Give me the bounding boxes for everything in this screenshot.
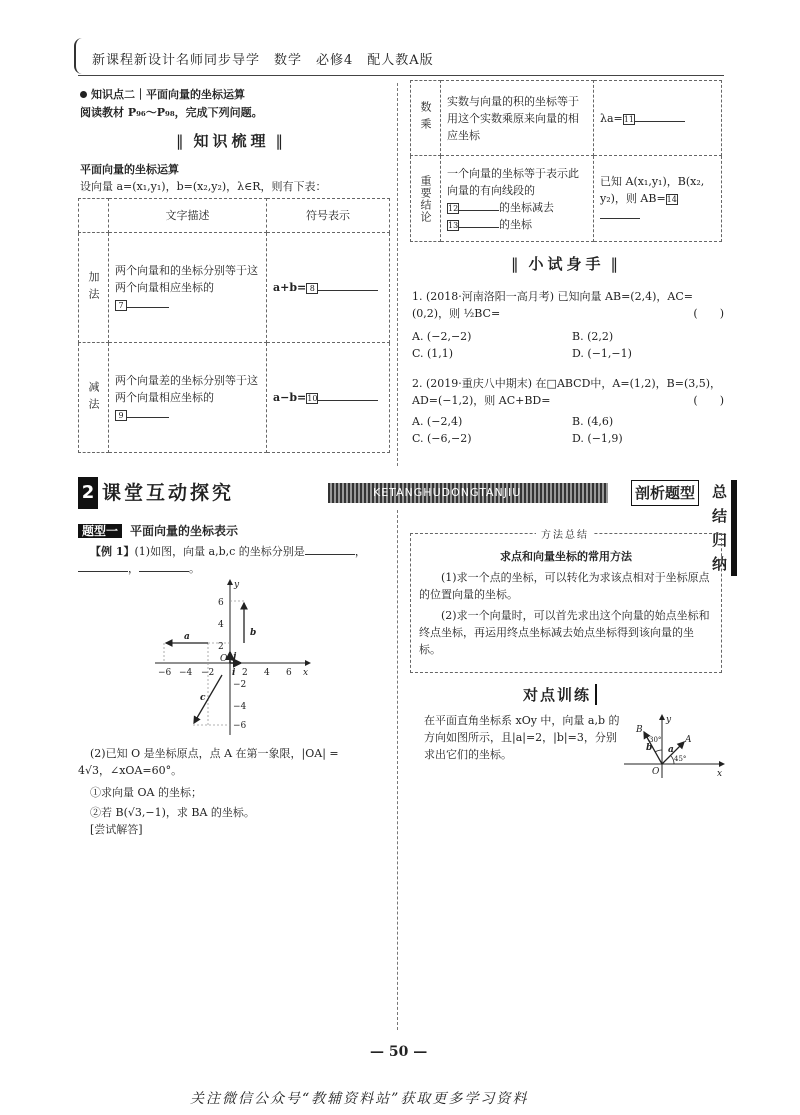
q1-stem-a: 1. (2018·河南洛阳一高月考) 已知向量 AB=(2,4)，AC= [412, 290, 693, 303]
running-header: 新课程新设计名师同步导学 数学 必修4 配人教A版 [92, 53, 434, 68]
a-label: a [668, 745, 674, 755]
j-label: j [233, 652, 237, 662]
row-symbol-conclusion [594, 156, 722, 242]
blank-number: 8 [306, 283, 318, 294]
blank-number: 12 [448, 203, 459, 213]
fill-blank [78, 571, 128, 572]
symbol-text: λa= [600, 111, 623, 125]
example-part-1: 【例 1】(1)如图，向量 a,b,c 的坐标分别是 ， ， 。 [90, 543, 390, 577]
row-name-scalar: 数乘 [411, 81, 441, 156]
symbol-text: a−b= [273, 391, 307, 404]
operations-table [78, 198, 390, 453]
example-part-2 [78, 745, 390, 838]
ytick: −4 [233, 702, 247, 712]
subsection-title: 平面向量的坐标运算 [80, 163, 179, 176]
banner-tag-analysis: 剖析题型 [631, 480, 699, 506]
ytick: 2 [218, 642, 224, 652]
blank-number: 13 [448, 220, 459, 230]
q2-option: A. (−2,4) [412, 415, 463, 428]
quiz-question-1 [412, 288, 724, 362]
question-type-title: 平面向量的坐标表示 [130, 524, 239, 538]
row-desc-scalar: 实数与向量的积的坐标等于用这个实数乘原来向量的相应坐标 [441, 81, 594, 156]
xtick: 4 [264, 668, 270, 678]
fill-blank [127, 307, 169, 308]
operations-table-continued [410, 80, 722, 242]
header-bracket [74, 38, 86, 74]
c-label: c [200, 693, 206, 703]
example-label: 【例 1】 [90, 545, 135, 558]
method-tag: 方法总结 [536, 526, 594, 541]
angle-30-label: 30° [649, 736, 662, 744]
method-title: 求点和向量坐标的常用方法 [500, 550, 632, 563]
angle-45-label: 45° [674, 755, 687, 763]
i-label: i [232, 668, 236, 678]
q2-stem-a: 2. (2019·重庆八中期末) 在□ABCD中，A=(1,2)，B=(3,5)， [412, 377, 722, 390]
row-name-sub: 减法 [79, 343, 109, 453]
table-header-desc: 文字描述 [109, 199, 267, 233]
q2-option: C. (−6,−2) [412, 432, 472, 445]
question-type-label: 题型一 [78, 524, 122, 538]
xtick: −4 [179, 668, 193, 678]
ytick: −2 [233, 680, 247, 690]
header-rule [78, 75, 724, 76]
reading-instruction: 阅读教材 P₉₆～P₉₈，完成下列问题。 [80, 106, 263, 119]
row-desc-add [109, 233, 267, 343]
q1-option: C. (1,1) [412, 347, 454, 360]
banner-tag-summary: 总结归纳 [712, 480, 737, 576]
row-desc-sub [109, 343, 267, 453]
fill-blank [127, 417, 169, 418]
example-subq-1: ①求向量 OA 的坐标； [90, 786, 202, 799]
desc-text: 的坐标 [499, 217, 532, 231]
desc-text: 两个向量差的坐标分别等于这两个向量相应坐标的 [115, 374, 258, 404]
origin-label: O [220, 654, 228, 664]
table-corner [79, 199, 109, 233]
practice-text: 在平面直角坐标系 xOy 中，向量 a,b 的方向如图所示，且|a|=2，|b|=3，分别求出它们的坐标。 [424, 714, 620, 761]
fill-blank [459, 210, 499, 211]
footer-note: 关注微信公众号“教辅资料站”获取更多学习资料 [190, 1091, 529, 1107]
point-A-label: A [685, 735, 692, 745]
fill-blank [600, 218, 640, 219]
row-symbol-add [267, 233, 390, 343]
example-p2-line1: (2)已知 O 是坐标原点，点 A 在第一象限，|OA| = [90, 747, 339, 760]
q1-stem-b: (0,2)，则 ½BC= [412, 307, 501, 320]
row-name-conclusion: 重要结论 [411, 156, 441, 242]
ytick: 6 [218, 598, 224, 608]
q1-option: A. (−2,−2) [412, 330, 472, 343]
row-desc-conclusion [441, 156, 594, 242]
method-summary-box [410, 530, 722, 673]
q1-answer-paren: ( ) [693, 307, 724, 320]
method-paragraph-1: (1)求一个点的坐标，可以转化为求该点相对于坐标原点的位置向量的坐标。 [419, 571, 710, 601]
symbol-text: y₂)，则 AB= [600, 192, 666, 205]
knowledge-box-title: ‖ 知识梳理 ‖ [170, 130, 293, 151]
y-axis-label: y [666, 715, 672, 725]
y-axis-label: y [234, 580, 240, 590]
q2-answer-paren: ( ) [693, 394, 724, 407]
question-type-heading [78, 522, 238, 539]
method-paragraph-2: (2)求一个向量时，可以首先求出这个向量的始点坐标和终点坐标，再运用终点坐标减去始点坐标得到该向量的坐标。 [419, 609, 710, 656]
ytick: −6 [233, 721, 247, 731]
example-p1-sep: ， [354, 545, 366, 558]
section-heading [80, 86, 245, 102]
q2-option: B. (4,6) [572, 415, 614, 428]
x-axis-label: x [717, 769, 723, 779]
symbol-text: a+b= [273, 281, 307, 294]
table-intro: 设向量 a=(x₁,y₁)，b=(x₂,y₂)，λ∈R，则有下表： [80, 180, 327, 193]
blank-number: 9 [115, 410, 127, 421]
desc-text: 的坐标减去 [499, 200, 554, 214]
blank-number: 10 [307, 394, 318, 403]
a-label: a [184, 632, 190, 642]
b-label: b [646, 743, 653, 753]
b-label: b [250, 628, 257, 638]
practice-figure [622, 712, 727, 780]
column-divider [397, 510, 399, 1030]
q1-option: B. (2,2) [572, 330, 614, 343]
desc-text: 两个向量和的坐标分别等于这两个向量相应坐标的 [115, 264, 258, 294]
xtick: 2 [242, 668, 248, 678]
example-graph [150, 575, 315, 740]
blank-number: 11 [623, 114, 634, 124]
quiz-question-2 [412, 375, 724, 447]
bullet-icon [80, 91, 87, 98]
ytick: 4 [218, 620, 224, 630]
page-number: — 50 — [370, 1044, 428, 1060]
fill-blank [139, 571, 189, 572]
fill-blank [635, 121, 685, 122]
example-subq-2: ②若 B(√3,−1)，求 BA 的坐标。 [90, 806, 255, 819]
example-p1-text: (1)如图，向量 a,b,c 的坐标分别是 [134, 545, 305, 558]
symbol-text: 已知 A(x₁,y₁)，B(x₂, [600, 175, 705, 188]
q2-option: D. (−1,9) [572, 432, 623, 445]
blank-number: 14 [666, 195, 677, 204]
fill-blank [459, 227, 499, 228]
example-p2-line2: 4√3，∠xOA=60°。 [78, 764, 183, 777]
origin-label: O [652, 767, 660, 777]
practice-title: 对点训练 [523, 684, 597, 705]
table-header-symbol: 符号表示 [267, 199, 390, 233]
angle-arc-b [655, 750, 662, 752]
section-heading-text: 知识点二｜平面向量的坐标运算 [91, 88, 245, 101]
row-symbol-sub [267, 343, 390, 453]
row-name-add: 加法 [79, 233, 109, 343]
desc-text: 一个向量的坐标等于表示此向量的有向线段的 [447, 166, 579, 197]
x-axis-label: x [303, 668, 309, 678]
fill-blank [318, 400, 378, 401]
q2-stem-b: AD=(−1,2)，则 AC+BD= [412, 394, 551, 407]
attempt-label: [尝试解答] [90, 823, 143, 836]
banner-number: 2 [78, 477, 98, 509]
banner-pinyin: KETANGHUDONGTANJIU [373, 486, 522, 499]
xtick: 6 [286, 668, 292, 678]
column-divider [397, 83, 399, 466]
row-symbol-scalar [594, 81, 722, 156]
banner-title: 课堂互动探究 [102, 482, 235, 504]
point-B-label: B [636, 725, 643, 735]
fill-blank [305, 554, 355, 555]
q1-option: D. (−1,−1) [572, 347, 632, 360]
quiz-title: ‖ 小试身手 ‖ [505, 253, 628, 274]
blank-number: 7 [115, 300, 127, 311]
xtick: −2 [201, 668, 215, 678]
fill-blank [318, 290, 378, 291]
xtick: −6 [158, 668, 172, 678]
